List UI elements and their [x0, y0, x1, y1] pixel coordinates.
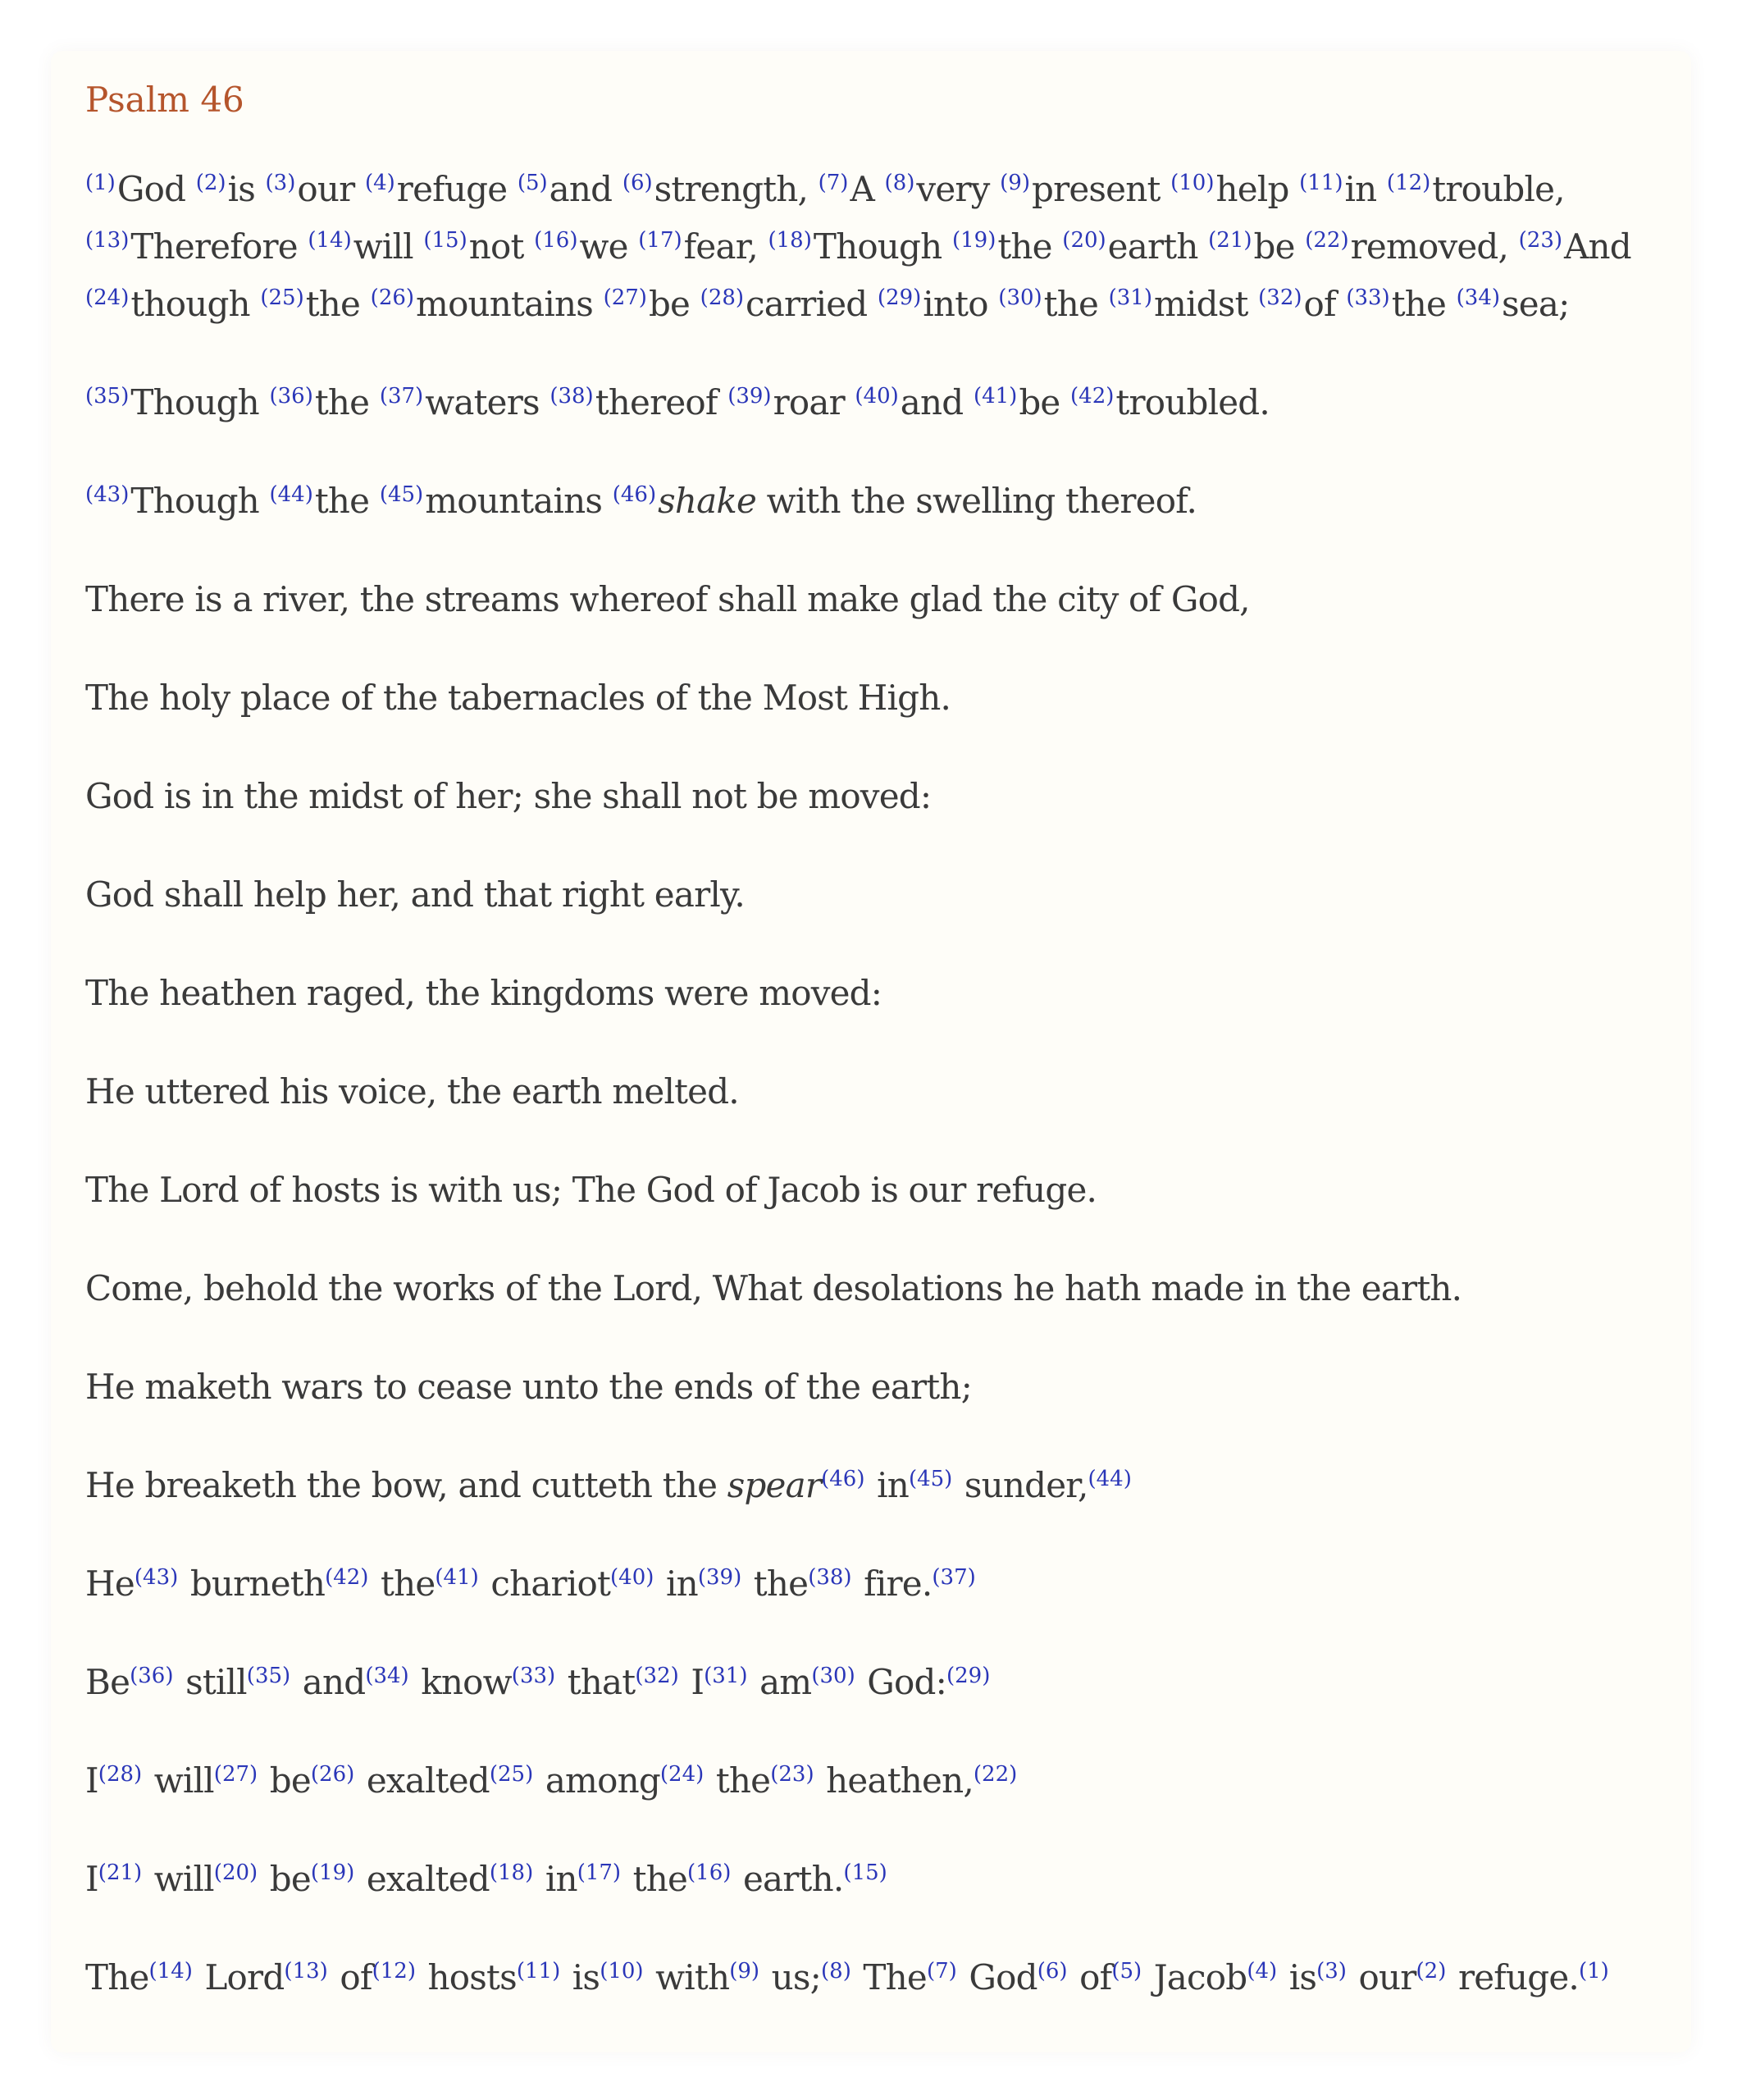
word-number-marker[interactable]: (12) [1386, 171, 1431, 195]
verse-word: I [85, 1760, 98, 1801]
word-number-marker[interactable]: (34) [1456, 285, 1501, 310]
word-number-marker[interactable]: (44) [1088, 1467, 1132, 1491]
verse-list [85, 161, 1668, 2006]
verse-word: will [353, 226, 413, 267]
verse-word: of [1079, 1957, 1112, 1997]
verse-word: I [691, 1662, 705, 1702]
verse-paragraph: He maketh wars to cease unto the ends of the earth; [85, 1367, 972, 1407]
word-number-marker[interactable]: (40) [610, 1565, 654, 1590]
word-number-marker[interactable]: (35) [246, 1664, 291, 1688]
verse-word: the [753, 1564, 809, 1604]
word-number-marker[interactable]: (20) [213, 1860, 258, 1885]
verse-word: the [306, 1465, 362, 1505]
word-number-marker[interactable]: (6) [1037, 1959, 1068, 1984]
word-number-marker[interactable]: (14) [308, 228, 352, 253]
word-number-marker[interactable]: (32) [1258, 285, 1302, 310]
word-number-marker[interactable]: (43) [85, 482, 130, 507]
word-number-marker[interactable]: (4) [364, 171, 395, 195]
verse-word: and [458, 1465, 522, 1505]
verse-word: is [227, 169, 255, 209]
verse-word: shake [658, 481, 757, 521]
verse-word: present [1032, 169, 1161, 209]
verse-word: the [314, 382, 370, 422]
word-number-marker[interactable]: (28) [700, 285, 745, 310]
verse-word: the [715, 1760, 771, 1801]
verse-word: be [648, 284, 691, 324]
word-number-marker[interactable]: (13) [284, 1959, 328, 1984]
verse-word: strength, [654, 169, 809, 209]
verse-word: heathen, [826, 1760, 974, 1801]
verse-word: the [314, 481, 370, 521]
word-number-marker[interactable]: (36) [130, 1664, 174, 1688]
word-number-marker[interactable]: (21) [98, 1860, 143, 1885]
verse-word: sunder, [964, 1465, 1088, 1505]
verse-word: am [759, 1662, 812, 1702]
verse-word: of [340, 1957, 372, 1997]
verse-word: removed, [1350, 226, 1509, 267]
verse-word: be [269, 1760, 311, 1801]
verse-word: will [153, 1859, 214, 1899]
word-number-marker[interactable]: (5) [517, 171, 548, 195]
word-number-marker[interactable]: (27) [603, 285, 647, 310]
word-number-marker[interactable]: (29) [946, 1664, 991, 1688]
word-number-marker[interactable]: (16) [687, 1860, 732, 1885]
verse-paragraph [85, 374, 1668, 431]
verse-word: cutteth [531, 1465, 653, 1505]
verse-word: bow, [371, 1465, 448, 1505]
word-number-marker[interactable]: (22) [973, 1762, 1018, 1787]
verse-word: the [305, 284, 361, 324]
verse-word: be [269, 1859, 311, 1899]
word-number-marker[interactable]: (20) [1062, 228, 1106, 253]
verse-word: with [655, 1957, 730, 1997]
word-number-marker[interactable]: (25) [260, 285, 304, 310]
verse-word: waters [425, 382, 540, 422]
word-number-marker[interactable]: (5) [1111, 1959, 1142, 1984]
word-number-marker[interactable]: (45) [379, 482, 424, 507]
word-number-marker[interactable]: (33) [1346, 285, 1390, 310]
verse-word: the [997, 226, 1052, 267]
verse-word: earth [1107, 226, 1198, 267]
verse-paragraph: There is a river, the streams whereof shall make glad the city of God, [85, 579, 1250, 619]
word-number-marker[interactable]: (23) [770, 1762, 814, 1787]
word-number-marker[interactable]: (38) [808, 1565, 852, 1590]
verse-word: in [1344, 169, 1377, 209]
verse-word: the [381, 1564, 436, 1604]
word-number-marker[interactable]: (2) [195, 171, 226, 195]
verse-word: Jacob [1153, 1957, 1247, 1997]
word-number-marker[interactable]: (32) [635, 1664, 679, 1688]
verse-word: And [1564, 226, 1631, 267]
verse-word: is [572, 1957, 600, 1997]
word-number-marker[interactable]: (2) [1416, 1959, 1447, 1984]
verse-word: know [421, 1662, 512, 1702]
verse-word: He [85, 1564, 135, 1604]
verse-paragraph [85, 1555, 1668, 1613]
word-number-marker[interactable]: (19) [951, 228, 996, 253]
verse-paragraph [85, 1851, 1668, 1908]
word-number-marker[interactable]: (30) [998, 285, 1042, 310]
word-number-marker[interactable]: (19) [310, 1860, 355, 1885]
verse-paragraph [85, 1654, 1668, 1711]
verse-word: that [567, 1662, 636, 1702]
verse-paragraph [85, 1949, 1668, 2006]
word-number-marker[interactable]: (30) [811, 1664, 855, 1688]
word-number-marker[interactable]: (1) [1578, 1959, 1609, 1984]
verse-word: midst [1154, 284, 1248, 324]
word-number-marker[interactable]: (38) [550, 384, 594, 409]
word-number-marker[interactable]: (15) [423, 228, 467, 253]
verse-word: I [85, 1859, 98, 1899]
verse-word: Lord [204, 1957, 285, 1997]
word-number-marker[interactable]: (11) [1299, 171, 1343, 195]
verse-word: trouble, [1432, 169, 1565, 209]
word-number-marker[interactable]: (25) [489, 1762, 534, 1787]
verse-word: mountains [425, 481, 603, 521]
verse-paragraph [85, 472, 1668, 530]
word-number-marker[interactable]: (3) [265, 171, 296, 195]
word-number-marker[interactable]: (42) [325, 1565, 369, 1590]
verse-paragraph: God shall help her, and that right early. [85, 874, 745, 915]
word-number-marker[interactable]: (17) [577, 1860, 622, 1885]
word-number-marker[interactable]: (17) [638, 228, 682, 253]
psalm-card [51, 51, 1691, 2052]
word-number-marker[interactable]: (8) [884, 171, 915, 195]
word-number-marker[interactable]: (18) [489, 1860, 534, 1885]
verse-word: roar [773, 382, 845, 422]
word-number-marker[interactable]: (37) [379, 384, 424, 409]
word-number-marker[interactable]: (8) [821, 1959, 851, 1984]
word-number-marker[interactable]: (36) [269, 384, 313, 409]
verse-word: The [863, 1957, 927, 1997]
word-number-marker[interactable]: (13) [85, 228, 130, 253]
verse-word: in [545, 1859, 577, 1899]
word-number-marker[interactable]: (41) [435, 1565, 479, 1590]
word-number-marker[interactable]: (41) [973, 384, 1018, 409]
verse-word: and [549, 169, 613, 209]
word-number-marker[interactable]: (9) [1000, 171, 1030, 195]
verse-word: among [545, 1760, 660, 1801]
verse-word: Though [130, 481, 259, 521]
verse-word: of [1303, 284, 1336, 324]
word-number-marker[interactable]: (26) [310, 1762, 355, 1787]
word-number-marker[interactable]: (10) [600, 1959, 644, 1984]
verse-word: though [130, 284, 250, 324]
verse-paragraph: The Lord of hosts is with us; The God of Jacob is our refuge. [85, 1170, 1097, 1210]
verse-word: we [579, 226, 628, 267]
verse-word: with [766, 481, 841, 521]
word-number-marker[interactable]: (45) [908, 1467, 953, 1491]
word-number-marker[interactable]: (33) [511, 1664, 556, 1688]
word-number-marker[interactable]: (15) [843, 1860, 887, 1885]
word-number-marker[interactable]: (42) [1070, 384, 1115, 409]
word-number-marker[interactable]: (31) [704, 1664, 748, 1688]
word-number-marker[interactable]: (27) [213, 1762, 258, 1787]
word-number-marker[interactable]: (37) [932, 1565, 976, 1590]
verse-word: in [665, 1564, 698, 1604]
verse-paragraph: Come, behold the works of the Lord, What desolations he hath made in the earth. [85, 1268, 1462, 1308]
verse-word: and [302, 1662, 366, 1702]
psalm-content [85, 75, 1668, 2048]
word-number-marker[interactable]: (29) [877, 285, 922, 310]
verse-word: the [662, 1465, 718, 1505]
verse-word: thereof [595, 382, 718, 422]
verse-word: Though [813, 226, 942, 267]
verse-word: He [85, 1465, 135, 1505]
verse-word: Though [130, 382, 259, 422]
verse-word: our [1358, 1957, 1416, 1997]
verse-word: God [969, 1957, 1037, 1997]
word-number-marker[interactable]: (4) [1247, 1959, 1278, 1984]
word-number-marker[interactable]: (9) [729, 1959, 760, 1984]
word-number-marker[interactable]: (23) [1518, 228, 1563, 253]
verse-paragraph: He uttered his voice, the earth melted. [85, 1071, 739, 1112]
verse-word: The [85, 1957, 149, 1997]
verse-paragraph [85, 161, 1668, 333]
word-number-marker[interactable]: (26) [370, 285, 415, 310]
word-number-marker[interactable]: (31) [1108, 285, 1152, 310]
verse-word: exalted [366, 1760, 490, 1801]
verse-word: breaketh [144, 1465, 297, 1505]
word-number-marker[interactable]: (14) [148, 1959, 193, 1984]
word-number-marker[interactable]: (22) [1305, 228, 1349, 253]
verse-word: fear, [683, 226, 758, 267]
verse-word: sea; [1502, 284, 1570, 324]
verse-word: A [850, 169, 874, 209]
word-number-marker[interactable]: (46) [612, 482, 657, 507]
verse-word: will [153, 1760, 214, 1801]
verse-paragraph: God is in the midst of her; she shall not be moved: [85, 776, 932, 816]
verse-word: the [1043, 284, 1099, 324]
word-number-marker[interactable]: (44) [269, 482, 313, 507]
verse-word: our [297, 169, 355, 209]
word-number-marker[interactable]: (10) [1170, 171, 1215, 195]
verse-word: swelling [915, 481, 1056, 521]
verse-word: God: [867, 1662, 946, 1702]
verse-word: be [1019, 382, 1060, 422]
verse-word: help [1215, 169, 1289, 209]
verse-word: exalted [366, 1859, 490, 1899]
word-number-marker[interactable]: (16) [534, 228, 578, 253]
verse-paragraph: The holy place of the tabernacles of the Most High. [85, 678, 951, 718]
verse-word: is [1288, 1957, 1317, 1997]
verse-word: carried [746, 284, 868, 324]
verse-word: the [1391, 284, 1447, 324]
verse-word: Therefore [130, 226, 298, 267]
verse-word: burneth [189, 1564, 326, 1604]
word-number-marker[interactable]: (11) [516, 1959, 561, 1984]
word-number-marker[interactable]: (39) [727, 384, 772, 409]
word-number-marker[interactable]: (12) [372, 1959, 416, 1984]
word-number-marker[interactable]: (46) [821, 1467, 865, 1491]
verse-word: hosts [427, 1957, 517, 1997]
word-number-marker[interactable]: (7) [926, 1959, 957, 1984]
verse-word: be [1253, 226, 1295, 267]
verse-word: mountains [416, 284, 594, 324]
verse-word: and [900, 382, 964, 422]
verse-word: spear [727, 1465, 822, 1505]
verse-word: refuge [396, 169, 508, 209]
word-number-marker[interactable]: (6) [622, 171, 653, 195]
word-number-marker[interactable]: (7) [818, 171, 849, 195]
word-number-marker[interactable]: (28) [98, 1762, 143, 1787]
word-number-marker[interactable]: (3) [1316, 1959, 1347, 1984]
verse-word: into [923, 284, 988, 324]
word-number-marker[interactable]: (18) [768, 228, 812, 253]
word-number-marker[interactable]: (21) [1208, 228, 1252, 253]
verse-word: fire. [864, 1564, 933, 1604]
verse-paragraph: The heathen raged, the kingdoms were moved: [85, 973, 882, 1013]
verse-word: Be [85, 1662, 130, 1702]
word-number-marker[interactable]: (24) [85, 285, 130, 310]
verse-word: chariot [490, 1564, 611, 1604]
page-title: Psalm 46 [85, 80, 244, 120]
verse-word: in [877, 1465, 909, 1505]
verse-word: still [185, 1662, 247, 1702]
verse-word: not [468, 226, 524, 267]
verse-word: refuge. [1457, 1957, 1579, 1997]
word-number-marker[interactable]: (35) [85, 384, 130, 409]
verse-word: us; [771, 1957, 822, 1997]
verse-word: troubled. [1115, 382, 1270, 422]
verse-word: the [850, 481, 905, 521]
word-number-marker[interactable]: (24) [659, 1762, 705, 1787]
verse-word: very [916, 169, 990, 209]
verse-word: the [632, 1859, 688, 1899]
verse-word: God [116, 169, 186, 209]
verse-paragraph [85, 1752, 1668, 1810]
word-number-marker[interactable]: (34) [365, 1664, 409, 1688]
verse-word: thereof. [1065, 481, 1197, 521]
word-number-marker[interactable]: (39) [697, 1565, 742, 1590]
word-number-marker[interactable]: (1) [85, 171, 116, 195]
word-number-marker[interactable]: (40) [855, 384, 899, 409]
verse-paragraph [85, 1457, 1668, 1514]
verse-word: earth. [742, 1859, 844, 1899]
word-number-marker[interactable]: (43) [134, 1565, 179, 1590]
